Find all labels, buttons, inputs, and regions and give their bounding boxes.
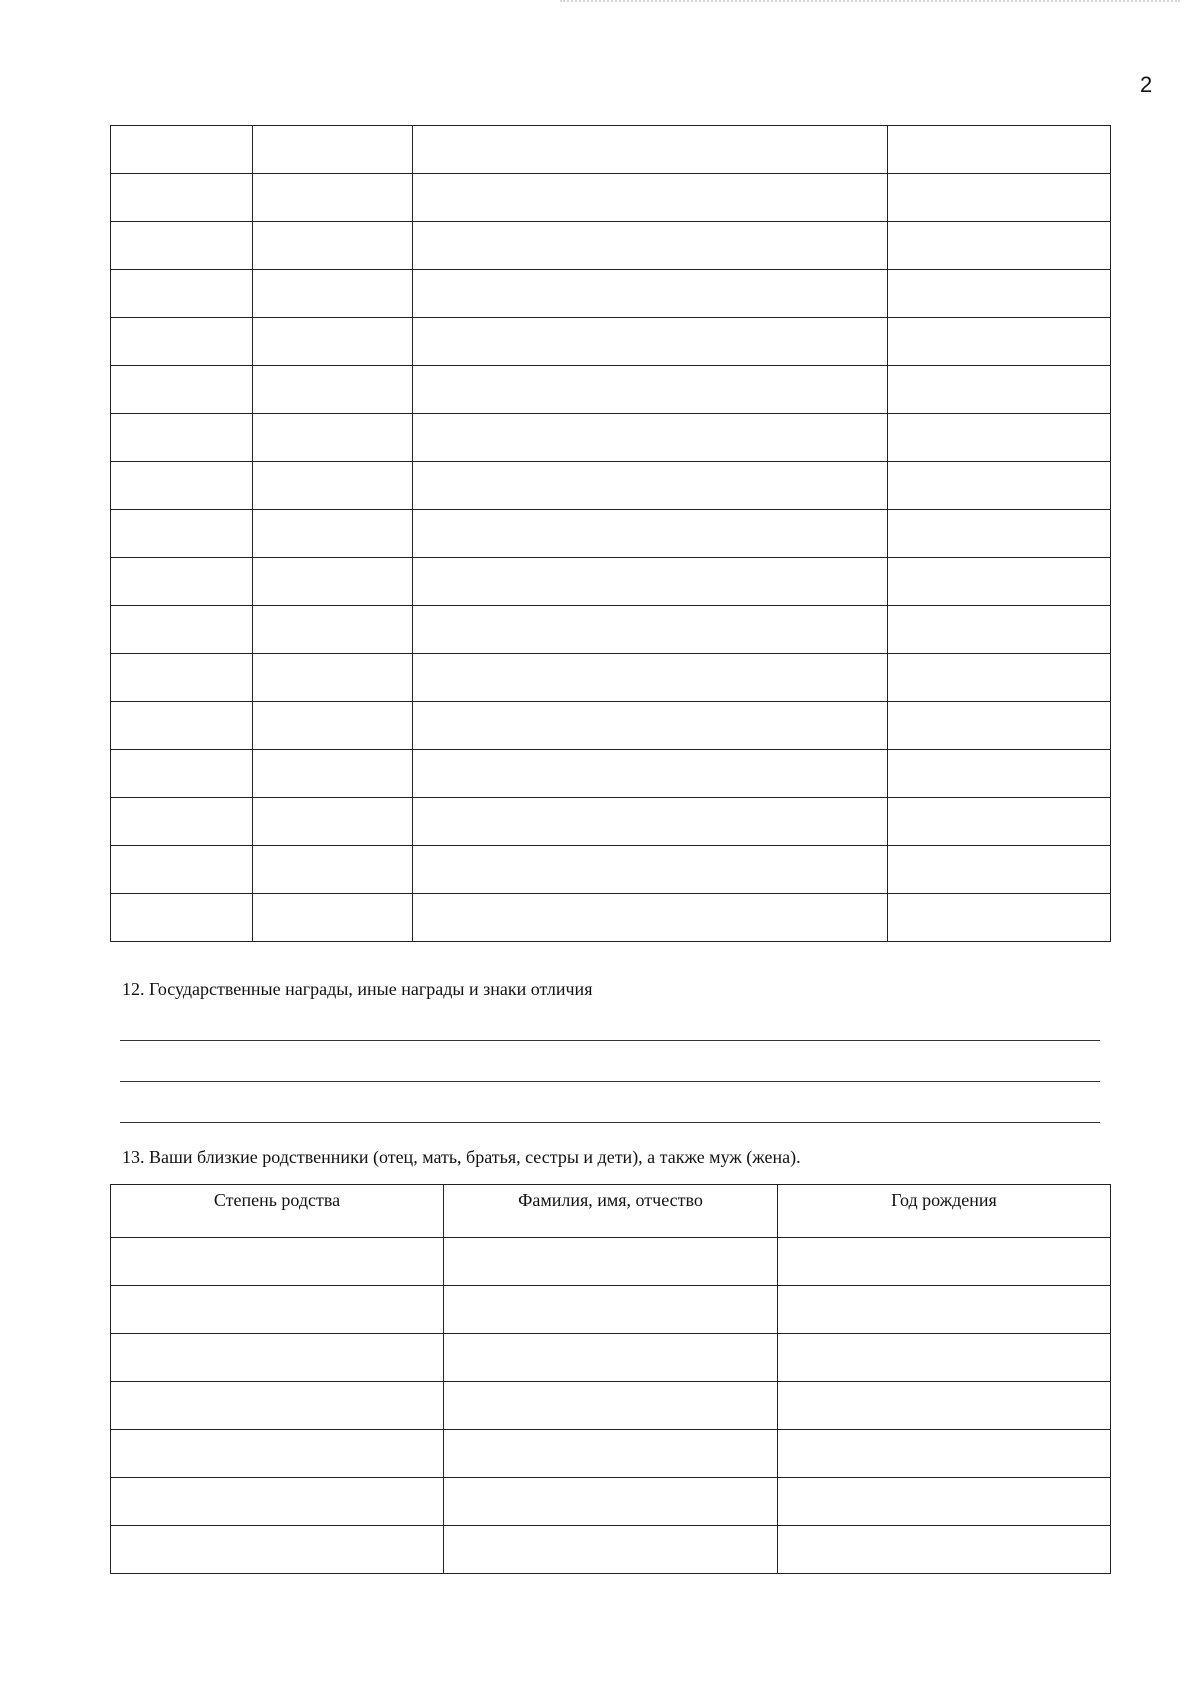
table-cell[interactable] bbox=[413, 222, 888, 270]
table-cell[interactable] bbox=[253, 318, 413, 366]
relation-cell[interactable] bbox=[111, 1382, 444, 1430]
full-name-cell[interactable] bbox=[444, 1286, 778, 1334]
table-cell[interactable] bbox=[413, 750, 888, 798]
birth-year-cell[interactable] bbox=[778, 1526, 1111, 1574]
table-cell[interactable] bbox=[888, 318, 1111, 366]
table-row bbox=[111, 366, 1111, 414]
table-cell[interactable] bbox=[413, 270, 888, 318]
table-cell[interactable] bbox=[888, 270, 1111, 318]
birth-year-cell[interactable] bbox=[778, 1334, 1111, 1382]
table-row bbox=[111, 414, 1111, 462]
full-name-cell[interactable] bbox=[444, 1382, 778, 1430]
scan-artifact bbox=[560, 0, 1180, 6]
relatives-row bbox=[111, 1478, 1111, 1526]
birth-year-cell[interactable] bbox=[778, 1286, 1111, 1334]
awards-answer-line[interactable] bbox=[120, 1122, 1100, 1123]
table-row bbox=[111, 222, 1111, 270]
relatives-table bbox=[110, 1184, 1111, 1574]
table-cell[interactable] bbox=[253, 222, 413, 270]
table-cell[interactable] bbox=[253, 702, 413, 750]
table-cell[interactable] bbox=[111, 462, 253, 510]
full-name-cell[interactable] bbox=[444, 1238, 778, 1286]
table-cell[interactable] bbox=[888, 798, 1111, 846]
table-row bbox=[111, 318, 1111, 366]
table-row bbox=[111, 126, 1111, 174]
column-header-relation: Степень родства bbox=[111, 1185, 444, 1238]
table-row bbox=[111, 750, 1111, 798]
table-cell[interactable] bbox=[413, 510, 888, 558]
table-cell[interactable] bbox=[413, 174, 888, 222]
column-header-full-name: Фамилия, имя, отчество bbox=[444, 1185, 778, 1238]
table-cell[interactable] bbox=[253, 414, 413, 462]
table-cell[interactable] bbox=[111, 654, 253, 702]
table-cell[interactable] bbox=[413, 798, 888, 846]
table-row bbox=[111, 654, 1111, 702]
table-cell[interactable] bbox=[253, 798, 413, 846]
section-13-title: 13. Ваши близкие родственники (отец, мать, братья, сестры и дети), а также муж (жена). bbox=[122, 1147, 801, 1167]
table-cell[interactable] bbox=[413, 654, 888, 702]
full-name-cell[interactable] bbox=[444, 1334, 778, 1382]
table-cell[interactable] bbox=[888, 126, 1111, 174]
relation-cell[interactable] bbox=[111, 1478, 444, 1526]
relation-cell[interactable] bbox=[111, 1526, 444, 1574]
relatives-row bbox=[111, 1334, 1111, 1382]
table-cell[interactable] bbox=[413, 558, 888, 606]
table-cell[interactable] bbox=[111, 606, 253, 654]
table-cell[interactable] bbox=[111, 270, 253, 318]
table-cell[interactable] bbox=[888, 222, 1111, 270]
column-header-birth-year: Год рождения bbox=[778, 1185, 1111, 1238]
table-cell[interactable] bbox=[888, 462, 1111, 510]
full-name-cell[interactable] bbox=[444, 1478, 778, 1526]
table-cell[interactable] bbox=[111, 894, 253, 942]
relation-cell[interactable] bbox=[111, 1286, 444, 1334]
table-row bbox=[111, 702, 1111, 750]
table-cell[interactable] bbox=[253, 126, 413, 174]
relatives-row bbox=[111, 1430, 1111, 1478]
table-cell[interactable] bbox=[888, 702, 1111, 750]
table-row bbox=[111, 894, 1111, 942]
table-cell[interactable] bbox=[111, 558, 253, 606]
work-history-table-continuation bbox=[110, 125, 1111, 942]
table-cell[interactable] bbox=[111, 318, 253, 366]
table-cell[interactable] bbox=[111, 510, 253, 558]
table-cell[interactable] bbox=[111, 222, 253, 270]
table-cell[interactable] bbox=[413, 702, 888, 750]
table-cell[interactable] bbox=[413, 894, 888, 942]
table-cell[interactable] bbox=[253, 606, 413, 654]
table-row bbox=[111, 846, 1111, 894]
table-cell[interactable] bbox=[413, 462, 888, 510]
birth-year-cell[interactable] bbox=[778, 1382, 1111, 1430]
relation-cell[interactable] bbox=[111, 1430, 444, 1478]
table-cell[interactable] bbox=[888, 654, 1111, 702]
table-row bbox=[111, 510, 1111, 558]
relatives-row bbox=[111, 1238, 1111, 1286]
table-cell[interactable] bbox=[413, 414, 888, 462]
relatives-row bbox=[111, 1382, 1111, 1430]
table-row bbox=[111, 606, 1111, 654]
table-cell[interactable] bbox=[253, 654, 413, 702]
table-cell[interactable] bbox=[888, 366, 1111, 414]
page-number: 2 bbox=[1140, 72, 1153, 97]
table-cell[interactable] bbox=[253, 846, 413, 894]
table-cell[interactable] bbox=[253, 366, 413, 414]
birth-year-cell[interactable] bbox=[778, 1238, 1111, 1286]
table-cell[interactable] bbox=[253, 270, 413, 318]
section-12-title: 12. Государственные награды, иные награды и знаки отличия bbox=[122, 979, 593, 999]
table-cell[interactable] bbox=[413, 606, 888, 654]
table-cell[interactable] bbox=[888, 846, 1111, 894]
table-cell[interactable] bbox=[888, 174, 1111, 222]
table-cell[interactable] bbox=[888, 606, 1111, 654]
table-cell[interactable] bbox=[888, 750, 1111, 798]
table-cell[interactable] bbox=[253, 558, 413, 606]
relation-cell[interactable] bbox=[111, 1238, 444, 1286]
table-cell[interactable] bbox=[253, 510, 413, 558]
relatives-row bbox=[111, 1286, 1111, 1334]
table-cell[interactable] bbox=[253, 750, 413, 798]
relatives-row bbox=[111, 1526, 1111, 1574]
table-cell[interactable] bbox=[111, 798, 253, 846]
table-cell[interactable] bbox=[111, 414, 253, 462]
table-cell[interactable] bbox=[111, 846, 253, 894]
full-name-cell[interactable] bbox=[444, 1430, 778, 1478]
table-row bbox=[111, 798, 1111, 846]
table-cell[interactable] bbox=[888, 414, 1111, 462]
table-cell[interactable] bbox=[413, 366, 888, 414]
table-cell[interactable] bbox=[111, 750, 253, 798]
birth-year-cell[interactable] bbox=[778, 1430, 1111, 1478]
table-cell[interactable] bbox=[111, 126, 253, 174]
table-cell[interactable] bbox=[111, 366, 253, 414]
table-row bbox=[111, 462, 1111, 510]
table-cell[interactable] bbox=[413, 318, 888, 366]
relatives-table-header-row bbox=[111, 1185, 1111, 1238]
full-name-cell[interactable] bbox=[444, 1526, 778, 1574]
table-cell[interactable] bbox=[413, 126, 888, 174]
table-cell[interactable] bbox=[253, 462, 413, 510]
table-row bbox=[111, 558, 1111, 606]
relation-cell[interactable] bbox=[111, 1334, 444, 1382]
table-cell[interactable] bbox=[253, 174, 413, 222]
awards-answer-line[interactable] bbox=[120, 1081, 1100, 1082]
table-cell[interactable] bbox=[111, 174, 253, 222]
table-cell[interactable] bbox=[888, 894, 1111, 942]
table-cell[interactable] bbox=[253, 894, 413, 942]
table-cell[interactable] bbox=[888, 510, 1111, 558]
table-row bbox=[111, 174, 1111, 222]
table-cell[interactable] bbox=[888, 558, 1111, 606]
table-cell[interactable] bbox=[413, 846, 888, 894]
birth-year-cell[interactable] bbox=[778, 1478, 1111, 1526]
table-cell[interactable] bbox=[111, 702, 253, 750]
awards-answer-line[interactable] bbox=[120, 1040, 1100, 1041]
table-row bbox=[111, 270, 1111, 318]
